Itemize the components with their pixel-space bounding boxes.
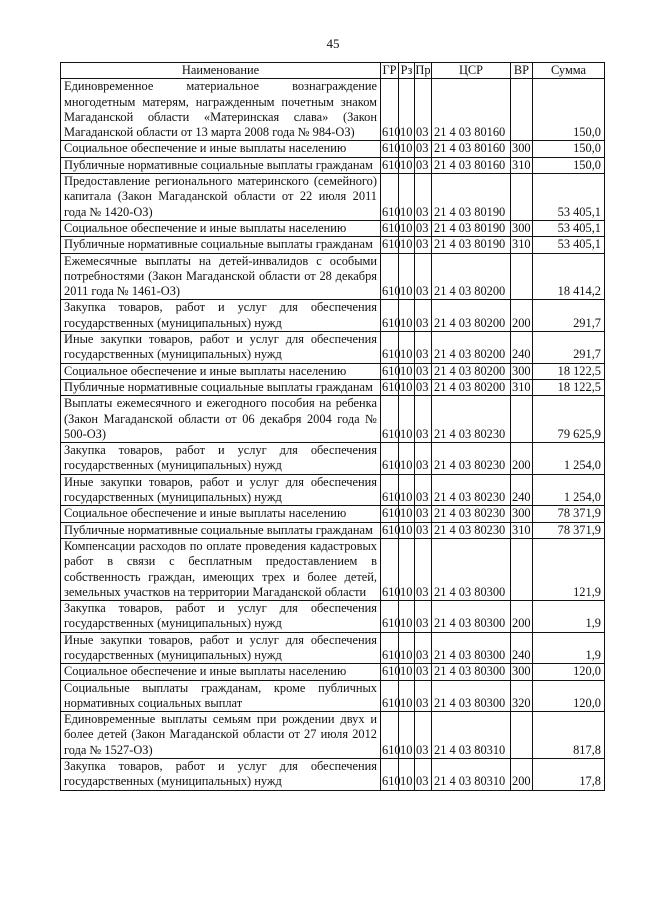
- cell-name: Социальное обеспечение и иные выплаты населению: [61, 664, 381, 680]
- table-row: [61, 157, 605, 173]
- cell-vr: 240: [511, 474, 533, 506]
- cell-rz: 10: [399, 141, 415, 157]
- cell-name: Публичные нормативные социальные выплаты гражданам: [61, 157, 381, 173]
- cell-sum: 120,0: [533, 680, 605, 712]
- cell-csr: 21 4 03 80200: [432, 332, 511, 364]
- cell-gr: 610: [381, 632, 399, 664]
- cell-gr: 610: [381, 680, 399, 712]
- cell-sum: 817,8: [533, 712, 605, 759]
- cell-name: Публичные нормативные социальные выплаты гражданам: [61, 379, 381, 395]
- cell-gr: 610: [381, 253, 399, 300]
- cell-gr: 610: [382, 506, 401, 521]
- cell-gr: 610: [381, 443, 399, 475]
- cell-sum: 78 371,9: [533, 506, 605, 522]
- cell-sum: 78 371,9: [533, 522, 605, 538]
- cell-name: Иные закупки товаров, работ и услуг для обеспечения государственных (муниципальных) нужд: [61, 632, 381, 664]
- cell-vr: 200: [511, 443, 533, 475]
- table-row: [61, 300, 605, 332]
- cell-rz: 10: [399, 759, 415, 791]
- cell-name: Социальное обеспечение и иные выплаты населению: [61, 220, 381, 236]
- cell-pr: 03: [415, 680, 432, 712]
- cell-sum: 18 414,2: [533, 253, 605, 300]
- cell-name: Иные закупки товаров, работ и услуг для обеспечения государственных (муниципальных) нужд: [61, 332, 381, 364]
- cell-gr: 610: [382, 141, 401, 156]
- cell-vr: [511, 712, 533, 759]
- cell-rz: 10: [399, 300, 415, 332]
- table-row: [61, 522, 605, 538]
- cell-vr: 240: [511, 632, 533, 664]
- cell-rz: 10: [399, 601, 415, 633]
- cell-csr: 21 4 03 80200: [432, 363, 511, 379]
- cell-vr: [511, 538, 533, 600]
- cell-sum: 291,7: [533, 332, 605, 364]
- cell-pr: 03: [415, 363, 432, 379]
- table-row: [61, 79, 605, 141]
- cell-name: Социальное обеспечение и иные выплаты населению: [61, 363, 381, 379]
- cell-name: Единовременные выплаты семьям при рождении двух и более детей (Закон Магаданской области от 27 июля 2012 года № 1527-ОЗ): [61, 712, 381, 759]
- cell-sum: 1 254,0: [533, 474, 605, 506]
- cell-rz: 10: [399, 522, 415, 538]
- cell-gr: 610: [381, 396, 399, 443]
- cell-name: Выплаты ежемесячного и ежегодного пособия на ребенка (Закон Магаданской области от 06 декабря 2004 года № 500-ОЗ): [61, 396, 381, 443]
- cell-csr: 21 4 03 80230: [432, 474, 511, 506]
- cell-vr: 310: [512, 157, 531, 172]
- cell-rz: 10: [399, 253, 415, 300]
- table-row: [61, 363, 605, 379]
- cell-rz: 10: [399, 506, 415, 522]
- cell-name: Закупка товаров, работ и услуг для обеспечения государственных (муниципальных) нужд: [61, 443, 381, 475]
- cell-sum: 150,0: [533, 141, 605, 157]
- cell-rz: 10: [399, 632, 415, 664]
- cell-rz: 10: [399, 680, 415, 712]
- cell-csr: 21 4 03 80230: [432, 396, 511, 443]
- cell-vr: 310: [512, 237, 531, 252]
- cell-csr: 21 4 03 80310: [432, 712, 511, 759]
- cell-name: Предоставление регионального материнского (семейного) капитала (Закон Магаданской области от 22 июля 2011 года № 1420-ОЗ): [61, 174, 381, 221]
- cell-name: Публичные нормативные социальные выплаты гражданам: [61, 522, 381, 538]
- cell-csr: 21 4 03 80200: [432, 379, 511, 395]
- cell-rz: 10: [399, 396, 415, 443]
- cell-csr: 21 4 03 80190: [432, 220, 511, 236]
- cell-name: Социальные выплаты гражданам, кроме публичных нормативных социальных выплат: [61, 680, 381, 712]
- table-row: [61, 474, 605, 506]
- table-row: [61, 664, 605, 680]
- cell-pr: 03: [415, 141, 432, 157]
- cell-vr: 300: [512, 664, 531, 679]
- cell-sum: 1,9: [533, 601, 605, 633]
- table-row: [61, 237, 605, 253]
- cell-name: Единовременное материальное вознаграждение многодетным матерям, награжденным почетным знаком Магаданской области «Материнская слава» (Закон Магаданской области от 13 марта 2008 года № 984-ОЗ): [61, 79, 381, 141]
- header-pr: Пр: [415, 63, 431, 77]
- cell-sum: 121,9: [533, 538, 605, 600]
- cell-pr: 03: [415, 396, 432, 443]
- cell-pr: 03: [415, 522, 432, 538]
- cell-vr: 300: [512, 141, 531, 156]
- cell-pr: 03: [415, 237, 432, 253]
- cell-csr: 21 4 03 80230: [432, 443, 511, 475]
- cell-vr: 300: [512, 506, 531, 521]
- page-number: 45: [326, 36, 340, 51]
- cell-pr: 03: [415, 538, 432, 600]
- cell-csr: 21 4 03 80160: [432, 79, 511, 141]
- cell-vr: 320: [511, 680, 533, 712]
- cell-gr: 610: [381, 474, 399, 506]
- cell-sum: 53 405,1: [533, 237, 605, 253]
- table-row: [61, 141, 605, 157]
- cell-csr: 21 4 03 80230: [432, 506, 511, 522]
- cell-name: Закупка товаров, работ и услуг для обеспечения государственных (муниципальных) нужд: [61, 601, 381, 633]
- cell-rz: 10: [399, 538, 415, 600]
- cell-vr: 310: [512, 379, 531, 394]
- cell-rz: 10: [399, 363, 415, 379]
- cell-csr: 21 4 03 80310: [432, 759, 511, 791]
- header-sum: Сумма: [533, 63, 605, 79]
- cell-sum: 79 625,9: [533, 396, 605, 443]
- cell-pr: 03: [415, 712, 432, 759]
- cell-rz: 10: [399, 664, 415, 680]
- cell-pr: 03: [415, 759, 432, 791]
- table-body: [61, 79, 605, 790]
- cell-pr: 03: [415, 474, 432, 506]
- header-csr: ЦСР: [432, 63, 511, 79]
- cell-name: Иные закупки товаров, работ и услуг для обеспечения государственных (муниципальных) нужд: [61, 474, 381, 506]
- cell-vr: [511, 174, 533, 221]
- cell-gr: 610: [381, 332, 399, 364]
- cell-pr: 03: [415, 443, 432, 475]
- cell-pr: 03: [415, 300, 432, 332]
- cell-name: Социальное обеспечение и иные выплаты населению: [61, 141, 381, 157]
- cell-csr: 21 4 03 80300: [432, 601, 511, 633]
- cell-gr: 610: [382, 237, 401, 252]
- table-row: [61, 680, 605, 712]
- cell-csr: 21 4 03 80300: [432, 680, 511, 712]
- cell-csr: 21 4 03 80200: [432, 300, 511, 332]
- cell-vr: 200: [511, 759, 533, 791]
- table-row: [61, 759, 605, 791]
- cell-pr: 03: [415, 220, 432, 236]
- table-row: [61, 220, 605, 236]
- table-header-row: [61, 63, 605, 79]
- cell-rz: 10: [399, 443, 415, 475]
- cell-rz: 10: [399, 79, 415, 141]
- table-row: [61, 632, 605, 664]
- cell-rz: 10: [399, 157, 415, 173]
- cell-csr: 21 4 03 80300: [432, 632, 511, 664]
- cell-vr: 300: [512, 220, 531, 235]
- cell-vr: 200: [511, 601, 533, 633]
- cell-pr: 03: [415, 174, 432, 221]
- cell-vr: 240: [511, 332, 533, 364]
- cell-rz: 10: [399, 379, 415, 395]
- header-name: Наименование: [61, 63, 381, 79]
- cell-sum: 150,0: [533, 157, 605, 173]
- table-row: [61, 396, 605, 443]
- cell-csr: 21 4 03 80190: [432, 237, 511, 253]
- cell-sum: 1 254,0: [533, 443, 605, 475]
- table-row: [61, 174, 605, 221]
- table-row: [61, 506, 605, 522]
- cell-csr: 21 4 03 80300: [432, 664, 511, 680]
- cell-sum: 18 122,5: [533, 363, 605, 379]
- cell-csr: 21 4 03 80190: [432, 174, 511, 221]
- cell-gr: 610: [382, 220, 401, 235]
- cell-pr: 03: [415, 632, 432, 664]
- cell-rz: 10: [399, 332, 415, 364]
- table-row: [61, 538, 605, 600]
- cell-gr: 610: [382, 379, 401, 394]
- table-row: [61, 601, 605, 633]
- cell-pr: 03: [415, 332, 432, 364]
- cell-pr: 03: [415, 601, 432, 633]
- cell-gr: 610: [381, 759, 399, 791]
- header-vr: ВР: [511, 63, 533, 79]
- cell-gr: 610: [381, 300, 399, 332]
- cell-csr: 21 4 03 80200: [432, 253, 511, 300]
- cell-name: Публичные нормативные социальные выплаты гражданам: [61, 237, 381, 253]
- cell-pr: 03: [415, 379, 432, 395]
- cell-gr: 610: [382, 363, 401, 378]
- cell-name: Социальное обеспечение и иные выплаты населению: [61, 506, 381, 522]
- cell-csr: 21 4 03 80160: [432, 157, 511, 173]
- cell-gr: 610: [381, 174, 399, 221]
- cell-rz: 10: [399, 174, 415, 221]
- cell-pr: 03: [415, 664, 432, 680]
- table-row: [61, 379, 605, 395]
- budget-table: [60, 62, 605, 791]
- header-gr: ГР: [382, 63, 397, 77]
- cell-pr: 03: [415, 79, 432, 141]
- cell-gr: 610: [382, 157, 401, 172]
- cell-pr: 03: [415, 157, 432, 173]
- cell-sum: 18 122,5: [533, 379, 605, 395]
- header-rz: Рз: [399, 63, 415, 79]
- cell-sum: 150,0: [533, 79, 605, 141]
- cell-rz: 10: [399, 712, 415, 759]
- cell-rz: 10: [399, 220, 415, 236]
- cell-sum: 53 405,1: [533, 174, 605, 221]
- cell-name: Компенсации расходов по оплате проведения кадастровых работ в связи с бесплатным предоставлением в собственность граждан, имеющих трех и более детей, земельных участков на территории Магаданской области: [61, 538, 381, 600]
- cell-name: Ежемесячные выплаты на детей-инвалидов с особыми потребностями (Закон Магаданской области от 28 декабря 2011 года № 1461-ОЗ): [61, 253, 381, 300]
- cell-rz: 10: [399, 474, 415, 506]
- table-row: [61, 712, 605, 759]
- table-row: [61, 332, 605, 364]
- cell-csr: 21 4 03 80230: [432, 522, 511, 538]
- cell-gr: 610: [381, 79, 399, 141]
- cell-name: Закупка товаров, работ и услуг для обеспечения государственных (муниципальных) нужд: [61, 300, 381, 332]
- cell-csr: 21 4 03 80300: [432, 538, 511, 600]
- cell-gr: 610: [381, 538, 399, 600]
- cell-vr: [511, 253, 533, 300]
- cell-sum: 291,7: [533, 300, 605, 332]
- cell-vr: 200: [511, 300, 533, 332]
- cell-sum: 53 405,1: [533, 220, 605, 236]
- cell-pr: 03: [415, 253, 432, 300]
- cell-gr: 610: [381, 601, 399, 633]
- cell-vr: [511, 79, 533, 141]
- table-row: [61, 443, 605, 475]
- cell-sum: 17,8: [533, 759, 605, 791]
- cell-vr: 310: [512, 522, 531, 537]
- cell-vr: 300: [512, 363, 531, 378]
- cell-sum: 120,0: [533, 664, 605, 680]
- cell-rz: 10: [399, 237, 415, 253]
- cell-pr: 03: [415, 506, 432, 522]
- cell-csr: 21 4 03 80160: [432, 141, 511, 157]
- table-row: [61, 253, 605, 300]
- cell-name: Закупка товаров, работ и услуг для обеспечения государственных (муниципальных) нужд: [61, 759, 381, 791]
- cell-gr: 610: [382, 664, 401, 679]
- cell-sum: 1,9: [533, 632, 605, 664]
- cell-gr: 610: [382, 522, 401, 537]
- cell-vr: [511, 396, 533, 443]
- cell-gr: 610: [381, 712, 399, 759]
